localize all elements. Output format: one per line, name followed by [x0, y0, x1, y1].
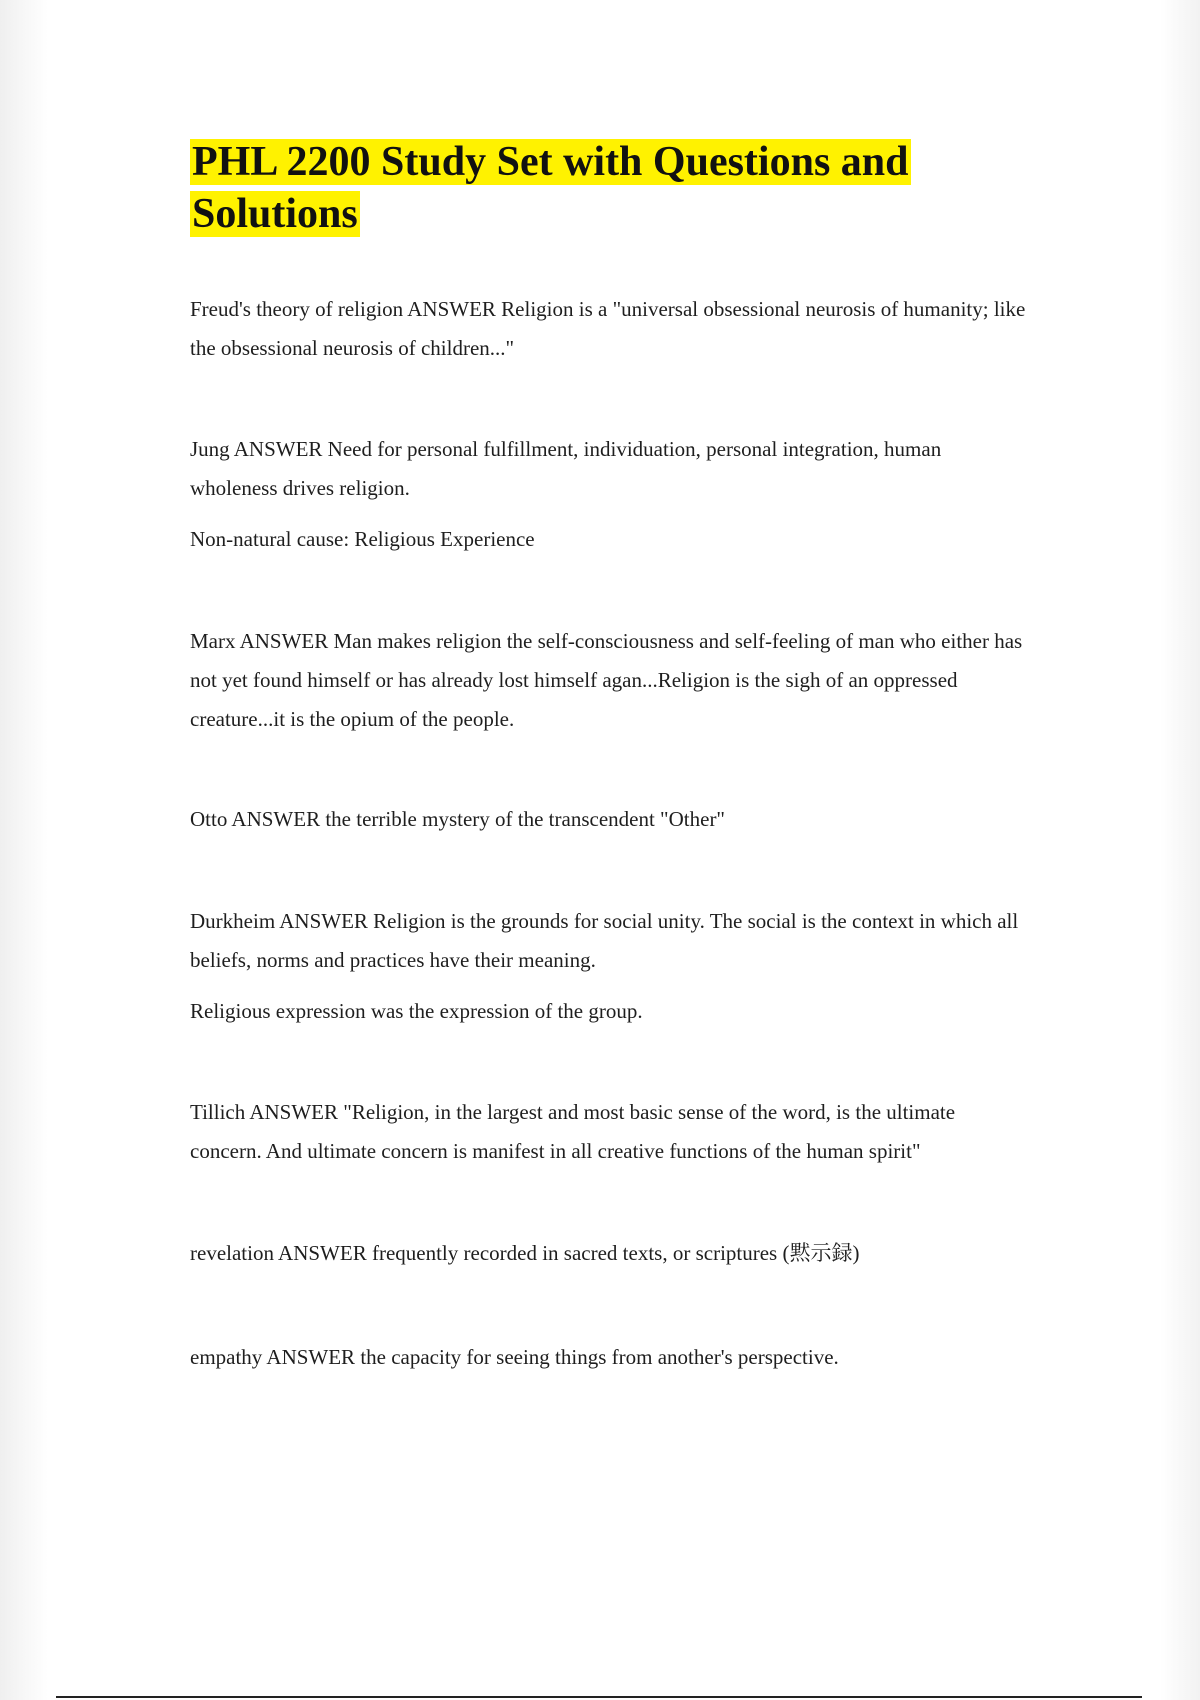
entry-jung: Jung ANSWER Need for personal fulfillment, individuation, personal integration, human wholeness drives religion.	[190, 437, 942, 500]
entry-empathy: empathy ANSWER the capacity for seeing things from another's perspective.	[190, 1345, 839, 1369]
document-title	[190, 136, 990, 240]
entry-freud: Freud's theory of religion ANSWER Religion is a "universal obsessional neurosis of humanity; like the obsessional neurosis of children..."	[190, 297, 1026, 360]
entry-otto: Otto ANSWER the terrible mystery of the transcendent "Other"	[190, 807, 726, 831]
entry-non-natural-cause: Non-natural cause: Religious Experience	[190, 527, 535, 551]
entry-religious-expression: Religious expression was the expression of the group.	[190, 999, 643, 1023]
entry-revelation: revelation ANSWER frequently recorded in sacred texts, or scriptures (黙示録)	[190, 1241, 860, 1265]
title-highlight: PHL 2200 Study Set with Questions and Solutions	[192, 139, 909, 237]
entry-marx: Marx ANSWER Man makes religion the self-consciousness and self-feeling of man who either has not yet found himself or has already lost himself agan...Religion is the sigh of an oppressed creature...it is the opium of the people.	[190, 629, 1023, 731]
bottom-divider	[56, 1696, 1142, 1698]
entry-tillich: Tillich ANSWER "Religion, in the largest and most basic sense of the word, is the ultimate concern. And ultimate concern is manifest in all creative functions of the human spirit"	[190, 1100, 956, 1163]
entry-durkheim: Durkheim ANSWER Religion is the grounds for social unity. The social is the context in which all beliefs, norms and practices have their meaning.	[190, 909, 1019, 972]
page-left-shadow	[0, 0, 48, 1700]
page-right-shadow	[1160, 0, 1200, 1700]
